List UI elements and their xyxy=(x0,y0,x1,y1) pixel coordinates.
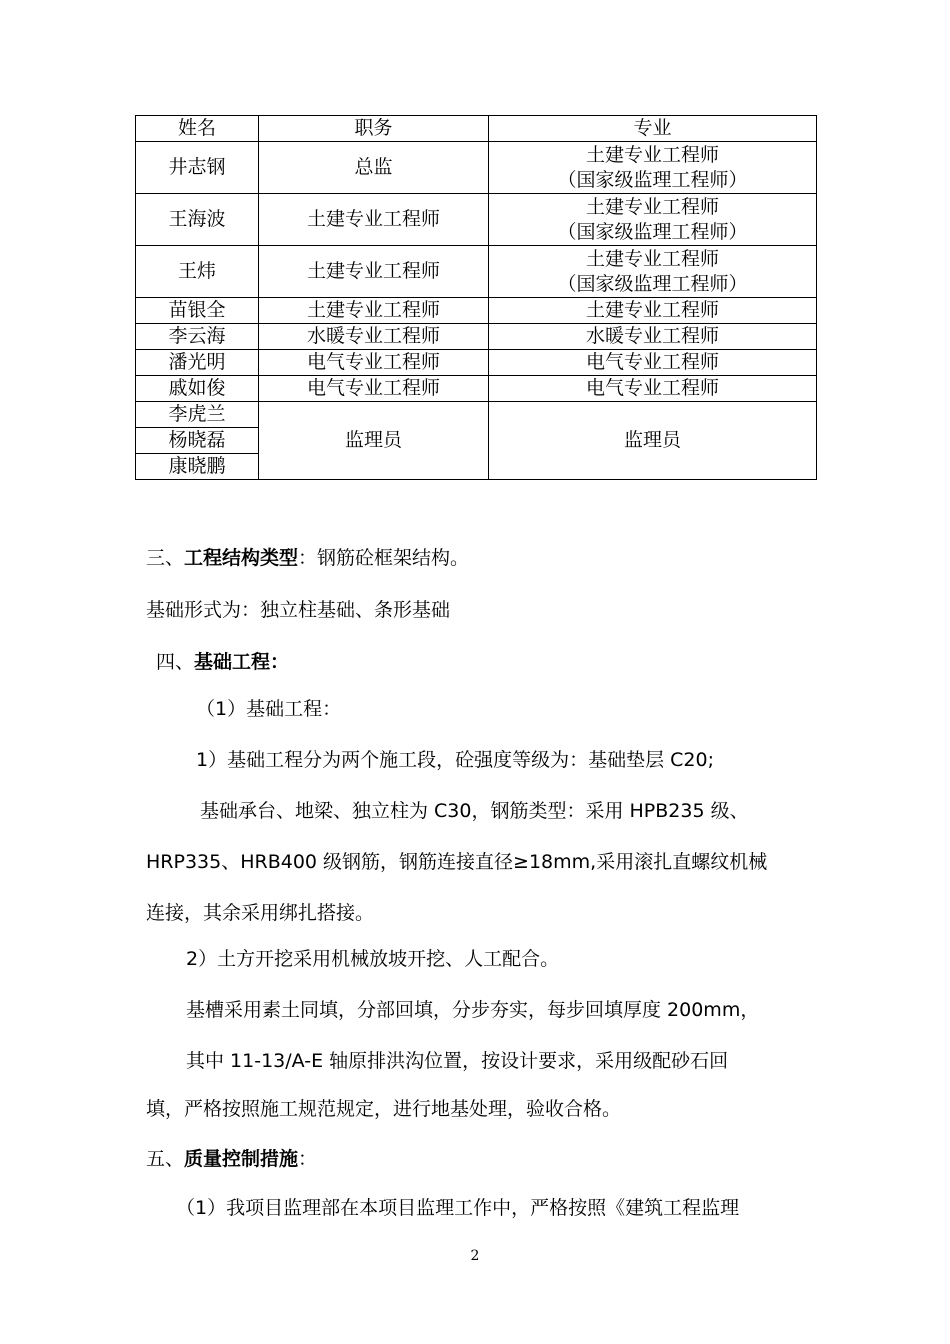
cell-specialty: 水暖专业工程师 xyxy=(489,324,817,350)
cell-name: 王炜 xyxy=(136,246,259,298)
header-position: 职务 xyxy=(259,116,489,142)
specialty-line: 土建专业工程师 xyxy=(585,143,719,166)
cell-name: 王海波 xyxy=(136,194,259,246)
subheading-1: （1）基础工程： xyxy=(196,698,342,720)
cell-position: 总监 xyxy=(259,142,489,194)
cell-position: 电气专业工程师 xyxy=(259,376,489,402)
cell-position: 监理员 xyxy=(259,402,489,480)
section-4-prefix: 四、 xyxy=(156,651,195,673)
cell-name: 李云海 xyxy=(136,324,259,350)
paragraph: 基槽采用素土同填，分部回填，分步夯实，每步回填厚度 200mm， xyxy=(186,999,760,1021)
table-row xyxy=(136,350,817,376)
cell-name: 戚如俊 xyxy=(136,376,259,402)
table-header-row xyxy=(136,116,817,142)
cell-name: 苗银全 xyxy=(136,298,259,324)
cell-specialty: 土建专业工程师 xyxy=(489,298,817,324)
table-row xyxy=(136,402,817,428)
section-5-heading xyxy=(146,1144,317,1171)
paragraph: 2）土方开挖采用机械放坡开挖、人工配合。 xyxy=(186,948,560,970)
cell-specialty xyxy=(489,194,817,246)
table-row xyxy=(136,376,817,402)
table-row xyxy=(136,246,817,298)
section-3-prefix: 三、 xyxy=(146,547,185,569)
section-4-title: 基础工程： xyxy=(194,651,290,673)
cell-position: 电气专业工程师 xyxy=(259,350,489,376)
paragraph: （1）我项目监理部在本项目监理工作中，严格按照《建筑工程监理 xyxy=(176,1197,740,1219)
section-5-text: ： xyxy=(298,1148,318,1170)
table-row xyxy=(136,142,817,194)
cell-position: 土建专业工程师 xyxy=(259,246,489,298)
paragraph: 基础承台、地梁、独立柱为 C30，钢筋类型：采用 HPB235 级、 xyxy=(200,800,749,822)
section-5-title: 质量控制措施 xyxy=(184,1148,299,1170)
cell-specialty xyxy=(489,246,817,298)
specialty-line: （国家级监理工程师） xyxy=(557,168,748,191)
cell-name: 李虎兰 xyxy=(136,402,259,428)
specialty-line: （国家级监理工程师） xyxy=(557,272,748,295)
section-3-text: ：钢筋砼框架结构。 xyxy=(298,547,470,569)
paragraph: 其中 11-13/A-E 轴原排洪沟位置，按设计要求，采用级配砂石回 xyxy=(186,1050,729,1072)
cell-name: 杨晓磊 xyxy=(136,428,259,454)
specialty-line: （国家级监理工程师） xyxy=(557,220,748,243)
section-3-heading xyxy=(146,543,469,570)
foundation-form-text: 基础形式为：独立柱基础、条形基础 xyxy=(146,599,451,621)
staff-table xyxy=(135,115,817,480)
table-row xyxy=(136,298,817,324)
cell-position: 土建专业工程师 xyxy=(259,194,489,246)
table-row xyxy=(136,194,817,246)
paragraph: HRP335、HRB400 级钢筋，钢筋连接直径≥18mm,采用滚扎直螺纹机械 xyxy=(146,851,768,873)
cell-specialty xyxy=(489,142,817,194)
cell-position: 土建专业工程师 xyxy=(259,298,489,324)
cell-name: 康晓鹏 xyxy=(136,454,259,480)
header-name: 姓名 xyxy=(136,116,259,142)
cell-position: 水暖专业工程师 xyxy=(259,324,489,350)
section-3-title: 工程结构类型 xyxy=(184,547,299,569)
specialty-line: 土建专业工程师 xyxy=(585,195,719,218)
header-specialty: 专业 xyxy=(489,116,817,142)
cell-name: 井志钢 xyxy=(136,142,259,194)
specialty-line: 土建专业工程师 xyxy=(585,247,719,270)
page-number: 2 xyxy=(470,1248,480,1264)
cell-specialty: 电气专业工程师 xyxy=(489,350,817,376)
table-row xyxy=(136,324,817,350)
paragraph: 填，严格按照施工规范规定，进行地基处理，验收合格。 xyxy=(146,1098,622,1120)
cell-specialty: 监理员 xyxy=(489,402,817,480)
cell-specialty: 电气专业工程师 xyxy=(489,376,817,402)
paragraph: 连接，其余采用绑扎搭接。 xyxy=(146,902,375,924)
section-4-heading xyxy=(156,647,289,674)
section-5-prefix: 五、 xyxy=(146,1148,185,1170)
paragraph: 1）基础工程分为两个施工段，砼强度等级为：基础垫层 C20; xyxy=(196,749,714,771)
cell-name: 潘光明 xyxy=(136,350,259,376)
